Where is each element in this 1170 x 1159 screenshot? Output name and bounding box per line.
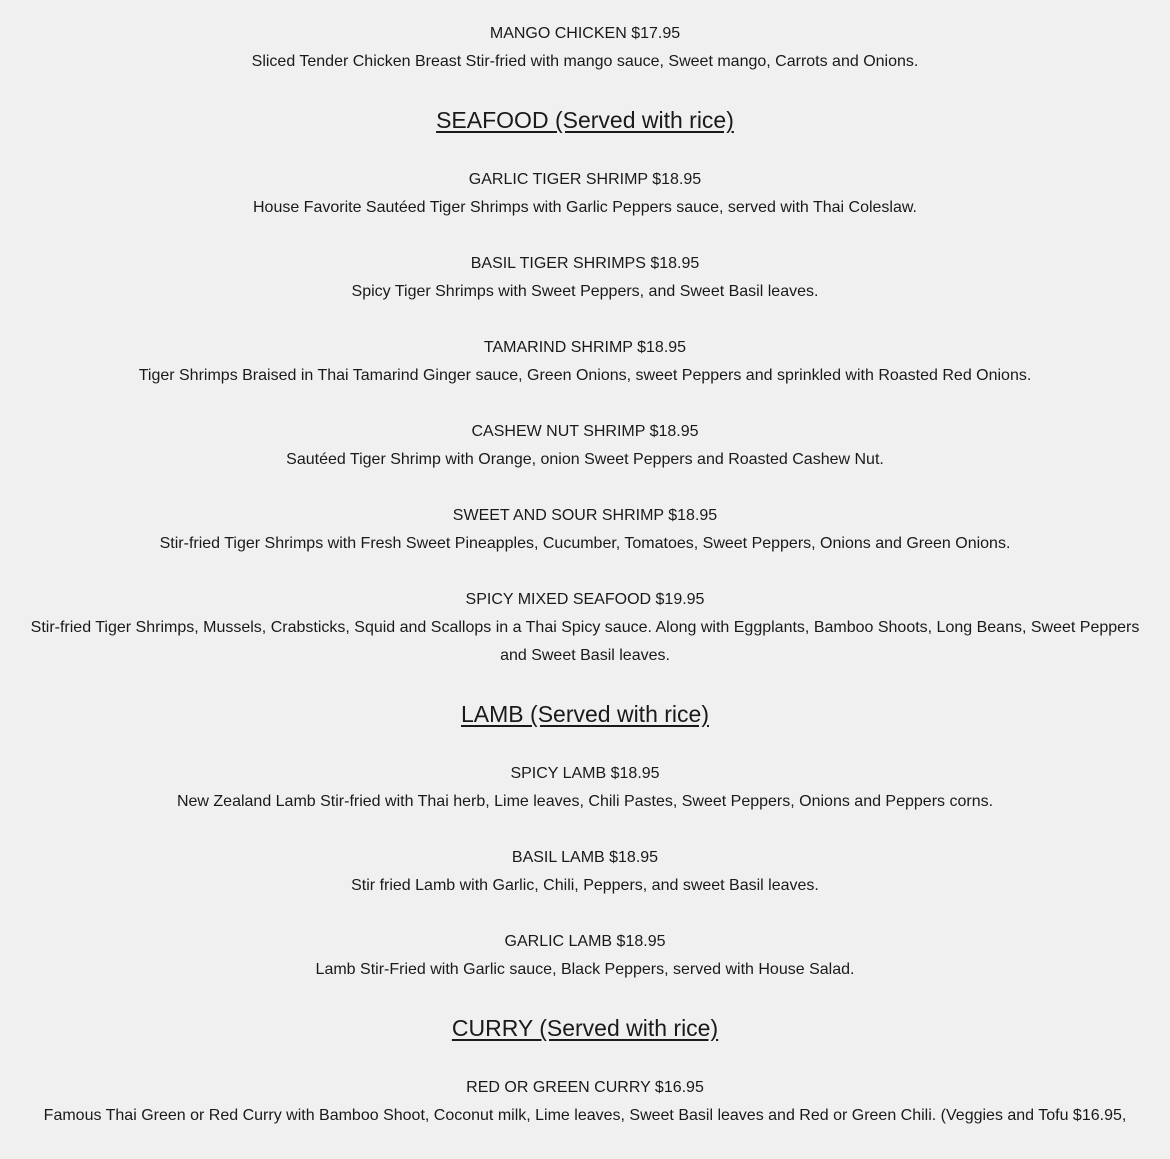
menu-item-name: CASHEW NUT SHRIMP $18.95 [471, 423, 699, 440]
menu-item [0, 760, 1170, 816]
section-heading: LAMB (Served with rice) [461, 701, 709, 727]
menu-item-name: RED OR GREEN CURRY $16.95 [466, 1079, 704, 1096]
menu-item-name: SWEET AND SOUR SHRIMP $18.95 [452, 507, 718, 524]
menu-item [0, 844, 1170, 900]
section-heading: SEAFOOD (Served with rice) [436, 107, 734, 133]
menu-item [0, 418, 1170, 474]
menu-item-description: Stir-fried Tiger Shrimps, Mussels, Crabsticks, Squid and Scallops in a Thai Spicy sauce. Along with Eggplants, Bamboo Shoots, Long Beans, Sweet Peppers and Sweet Basil leaves. [30, 619, 1140, 664]
section-seafood [0, 104, 1170, 670]
menu-item-name: BASIL LAMB $18.95 [511, 849, 659, 866]
section-lamb [0, 698, 1170, 984]
menu-item-name: SPICY MIXED SEAFOOD $19.95 [465, 591, 705, 608]
menu-item [0, 334, 1170, 390]
menu-item [0, 1074, 1170, 1130]
menu-item [0, 250, 1170, 306]
menu-item-name: BASIL TIGER SHRIMPS $18.95 [470, 255, 700, 272]
menu-item-description: Sliced Tender Chicken Breast Stir-fried with mango sauce, Sweet mango, Carrots and Onions. [251, 53, 919, 70]
menu-item [0, 586, 1170, 670]
menu-item-name: MANGO CHICKEN $17.95 [489, 25, 681, 42]
menu-item-name: GARLIC TIGER SHRIMP $18.95 [468, 171, 702, 188]
menu-item [0, 502, 1170, 558]
menu-item-description: Spicy Tiger Shrimps with Sweet Peppers, and Sweet Basil leaves. [351, 283, 819, 300]
menu-item-description: Sautéed Tiger Shrimp with Orange, onion Sweet Peppers and Roasted Cashew Nut. [286, 451, 884, 468]
section-curry [0, 1012, 1170, 1130]
menu-item-description: Famous Thai Green or Red Curry with Bamboo Shoot, Coconut milk, Lime leaves, Sweet Basil leaves and Red or Green Chili. (Veggies and Tofu $16.95, [43, 1107, 1127, 1124]
section-heading: CURRY (Served with rice) [451, 1015, 719, 1041]
menu-item-description: Tiger Shrimps Braised in Thai Tamarind Ginger sauce, Green Onions, sweet Peppers and sprinkled with Roasted Red Onions. [138, 367, 1032, 384]
menu-item [0, 20, 1170, 76]
menu-item-description: Stir-fried Tiger Shrimps with Fresh Sweet Pineapples, Cucumber, Tomatoes, Sweet Peppers, Onions and Green Onions. [159, 535, 1011, 552]
menu-content [0, 20, 1170, 1158]
menu-item-name: SPICY LAMB $18.95 [510, 765, 660, 782]
menu-item-description: Lamb Stir-Fried with Garlic sauce, Black Peppers, served with House Salad. [315, 961, 855, 978]
menu-item-description: Stir fried Lamb with Garlic, Chili, Peppers, and sweet Basil leaves. [351, 877, 819, 894]
menu-item [0, 928, 1170, 984]
menu-item [0, 166, 1170, 222]
menu-item-name: TAMARIND SHRIMP $18.95 [483, 339, 687, 356]
menu-item-name: GARLIC LAMB $18.95 [504, 933, 666, 950]
menu-item-description: New Zealand Lamb Stir-fried with Thai herb, Lime leaves, Chili Pastes, Sweet Peppers, Onions and Peppers corns. [176, 793, 994, 810]
menu-item-description: House Favorite Sautéed Tiger Shrimps with Garlic Peppers sauce, served with Thai Coleslaw. [252, 199, 917, 216]
